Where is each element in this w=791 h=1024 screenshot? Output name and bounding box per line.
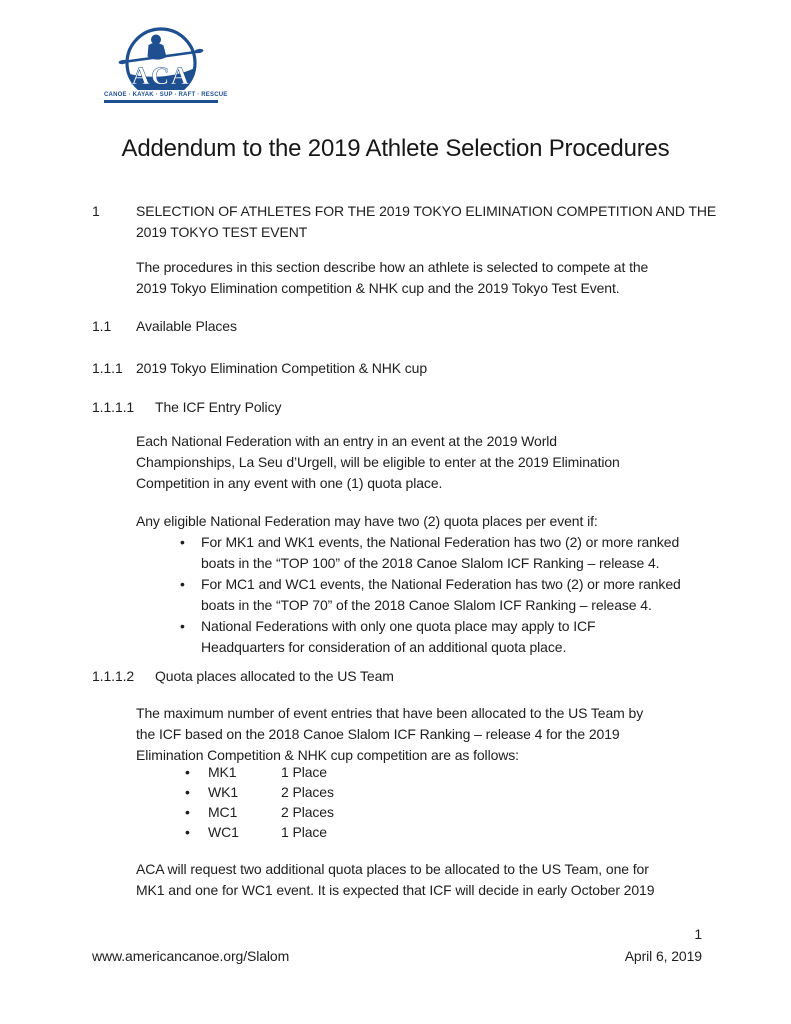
closing-paragraph — [136, 859, 654, 901]
list-item — [185, 762, 334, 782]
aca-logo — [104, 26, 228, 103]
page-number: 1 — [694, 926, 702, 942]
paragraph-line: The procedures in this section describe how an athlete is selected to compete at the — [136, 259, 649, 275]
bullet-line: boats in the “TOP 70” of the 2018 Canoe Slalom ICF Ranking – release 4. — [201, 597, 652, 613]
paragraph-line: The maximum number of event entries that have been allocated to the US Team by — [136, 705, 644, 721]
paragraph-line: Each National Federation with an entry in an event at the 2019 World — [136, 433, 557, 449]
section-1-heading — [92, 201, 716, 243]
quota-places: 1 Place — [281, 764, 327, 780]
section-title: 2019 Tokyo Elimination Competition & NHK cup — [136, 360, 428, 376]
paragraph-line: ACA will request two additional quota places to be allocated to the US Team, one for — [136, 861, 649, 877]
eligibility-bullet-list — [180, 532, 681, 658]
section-title — [136, 201, 716, 243]
section-number: 1.1 — [92, 318, 112, 334]
quota-event: WC1 — [208, 824, 239, 840]
list-item — [185, 822, 334, 842]
eligibility-paragraph — [136, 511, 598, 532]
paragraph-line: 2019 Tokyo Elimination competition & NHK cup and the 2019 Tokyo Test Event. — [136, 280, 620, 296]
list-item — [185, 802, 334, 822]
bullet-line: Headquarters for consideration of an additional quota place. — [201, 639, 567, 655]
section-1-1-1-1-heading — [92, 397, 281, 418]
section-title: Available Places — [136, 318, 237, 334]
page-title: Addendum to the 2019 Athlete Selection Procedures — [121, 135, 670, 162]
list-item — [180, 574, 681, 616]
intro-paragraph — [136, 257, 648, 299]
paragraph-line: Elimination Competition & NHK cup competition are as follows: — [136, 747, 519, 763]
paragraph-line: the ICF based on the 2018 Canoe Slalom ICF Ranking – release 4 for the 2019 — [136, 726, 620, 742]
quota-event: MK1 — [208, 764, 237, 780]
paragraph-line: MK1 and one for WC1 event. It is expected that ICF will decide in early October 2019 — [136, 882, 655, 898]
paragraph-line: Any eligible National Federation may have two (2) quota places per event if: — [136, 513, 598, 529]
section-number: 1.1.1.2 — [92, 668, 135, 684]
quota-event: WK1 — [208, 784, 239, 800]
footer-website: www.americancanoe.org/Slalom — [92, 948, 290, 964]
logo-acronym: ACA — [131, 63, 191, 90]
section-title: The ICF Entry Policy — [155, 399, 282, 415]
paragraph-line: Championships, La Seu d’Urgell, will be eligible to enter at the 2019 Elimination — [136, 454, 620, 470]
bullet-line: • National Federations with only one quota place may apply to ICF — [201, 618, 596, 634]
paragraph-line: Competition in any event with one (1) quota place. — [136, 475, 443, 491]
icf-policy-paragraph — [136, 431, 620, 494]
logo-tagline: CANOE · KAYAK · SUP · RAFT · RESCUE — [104, 92, 228, 98]
heading-line: SELECTION OF ATHLETES FOR THE 2019 TOKYO ELIMINATION COMPETITION AND THE — [136, 203, 717, 219]
quota-list — [185, 762, 334, 842]
section-number: 1.1.1 — [92, 360, 123, 376]
quota-places: 1 Place — [281, 824, 327, 840]
footer-date: April 6, 2019 — [624, 948, 702, 964]
aca-logo-emblem — [104, 26, 218, 90]
section-number: 1 — [92, 203, 100, 219]
quota-paragraph — [136, 703, 643, 766]
list-item — [180, 616, 681, 658]
list-item — [180, 532, 681, 574]
section-number: 1.1.1.1 — [92, 399, 135, 415]
bullet-line: • For MC1 and WC1 events, the National Federation has two (2) or more ranked — [201, 576, 681, 592]
section-1-1-1-heading — [92, 358, 427, 379]
section-1-1-1-2-heading — [92, 666, 394, 687]
quota-places: 2 Places — [281, 804, 334, 820]
bullet-line: • For MK1 and WK1 events, the National Federation has two (2) or more ranked — [201, 534, 680, 550]
section-title: Quota places allocated to the US Team — [155, 668, 394, 684]
heading-line: 2019 TOKYO TEST EVENT — [136, 224, 308, 240]
quota-event: MC1 — [208, 804, 238, 820]
quota-places: 2 Places — [281, 784, 334, 800]
logo-underline-bar — [104, 100, 218, 103]
section-1-1-heading — [92, 316, 237, 337]
list-item — [185, 782, 334, 802]
bullet-line: boats in the “TOP 100” of the 2018 Canoe Slalom ICF Ranking – release 4. — [201, 555, 660, 571]
